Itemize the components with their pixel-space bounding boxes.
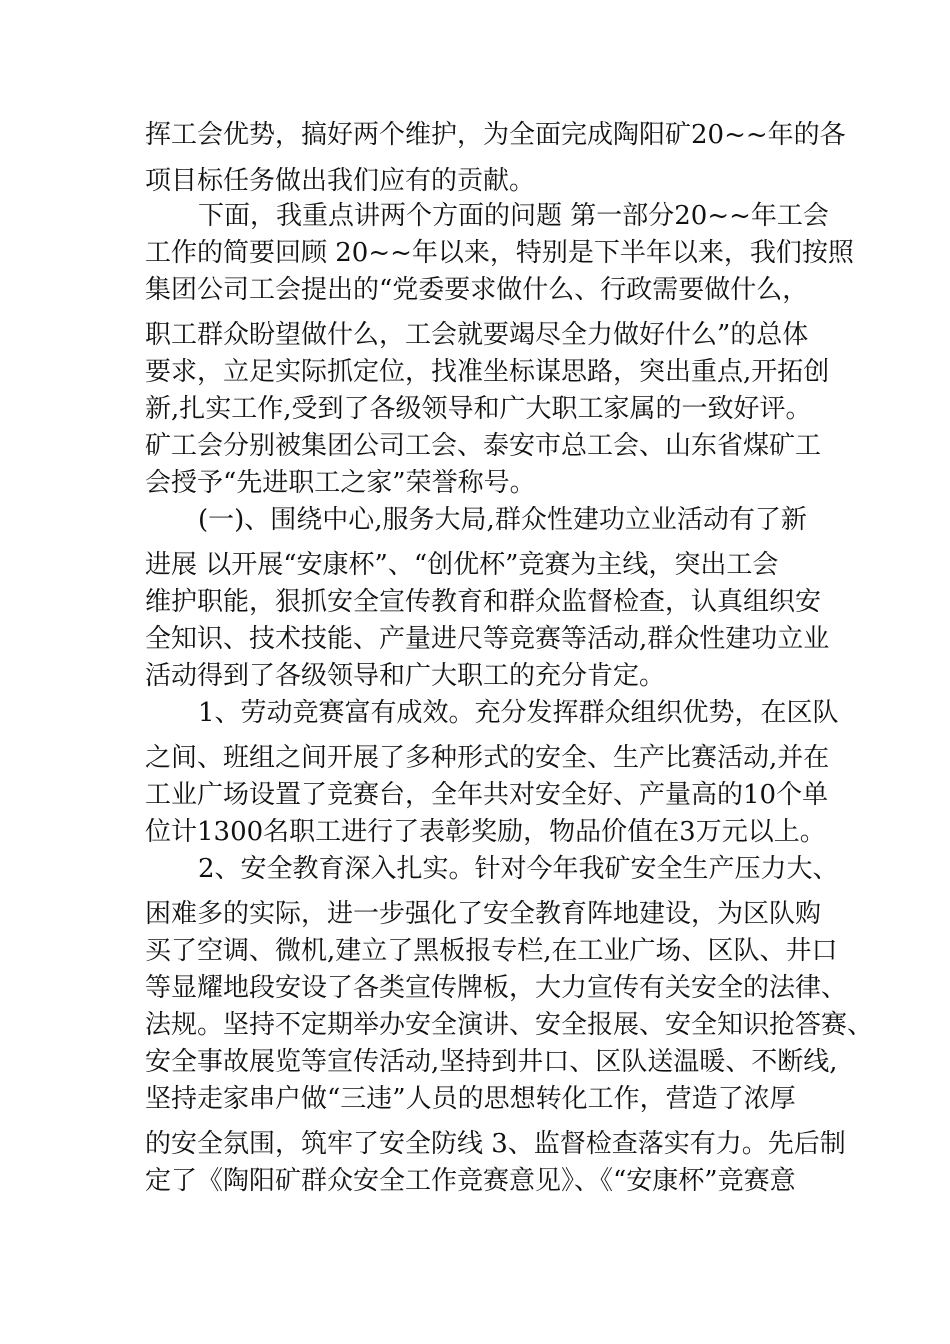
text-line: 挥工会优势，搞好两个维护，为全面完成陶阳矿20~~年的各 [145,120,846,150]
text-line: 法规。坚持不定期举办安全演讲、安全报展、安全知识抢答赛、 [145,1010,874,1040]
text-line: 维护职能，狠抓安全宣传教育和群众监督检查，认真组织安 [145,587,822,617]
text-line: 位计1300名职工进行了表彰奖励，物品价值在3万元以上。 [145,817,826,847]
text-line: 坚持走家串户做“三违”人员的思想转化工作，营造了浓厚 [145,1084,796,1114]
text-line: 集团公司工会提出的“党委要求做什么、行政需要做什么， [145,275,809,305]
text-line: 要求，立足实际抓定位，找准坐标谋思路，突出重点,开拓创 [145,357,830,387]
text-line: 1、劳动竞赛富有成效。充分发挥群众组织优势，在区队 [198,698,839,728]
text-line: 困难多的实际，进一步强化了安全教育阵地建设，为区队购 [145,899,822,929]
text-line: 工业广场设置了竞赛台，全年共对安全好、产量高的10个单 [145,780,829,810]
text-line: 矿工会分别被集团公司工会、泰安市总工会、山东省煤矿工 [145,431,822,461]
text-line: 安全事故展览等宣传活动,坚持到井口、区队送温暖、不断线, [145,1047,838,1077]
text-line: (一)、围绕中心,服务大局,群众性建功立业活动有了新 [198,505,807,535]
text-line: 等显耀地段安设了各类宣传牌板，大力宣传有关安全的法律、 [145,973,848,1003]
text-line: 工作的简要回顾 20~~年以来，特别是下半年以来，我们按照 [145,238,854,268]
text-line: 2、安全教育深入扎实。针对今年我矿安全生产压力大、 [198,854,839,884]
text-line: 项目标任务做出我们应有的贡献。 [145,166,536,196]
text-line: 下面，我重点讲两个方面的问题 第一部分20~~年工会 [198,201,829,231]
text-line: 的安全氛围，筑牢了安全防线 3、监督检查落实有力。先后制 [145,1129,846,1159]
text-line: 会授予“先进职工之家”荣誉称号。 [145,468,536,498]
text-line: 进展 以开展“安康杯”、“创优杯”竞赛为主线，突出工会 [145,550,779,580]
text-line: 新,扎实工作,受到了各级领导和广大职工家属的一致好评。 [145,394,812,424]
text-line: 之间、班组之间开展了多种形式的安全、生产比赛活动,并在 [145,743,830,773]
text-line: 活动得到了各级领导和广大职工的充分肯定。 [145,661,666,691]
text-line: 职工群众盼望做什么，工会就要竭尽全力做好什么”的总体 [145,320,809,350]
text-line: 全知识、技术技能、产量进尺等竞赛等活动,群众性建功立业 [145,624,830,654]
text-line: 买了空调、微机,建立了黑板报专栏,在工业广场、区队、井口 [145,936,838,966]
text-line: 定了《陶阳矿群众安全工作竞赛意见》、《“安康杯”竞赛意 [145,1166,796,1196]
